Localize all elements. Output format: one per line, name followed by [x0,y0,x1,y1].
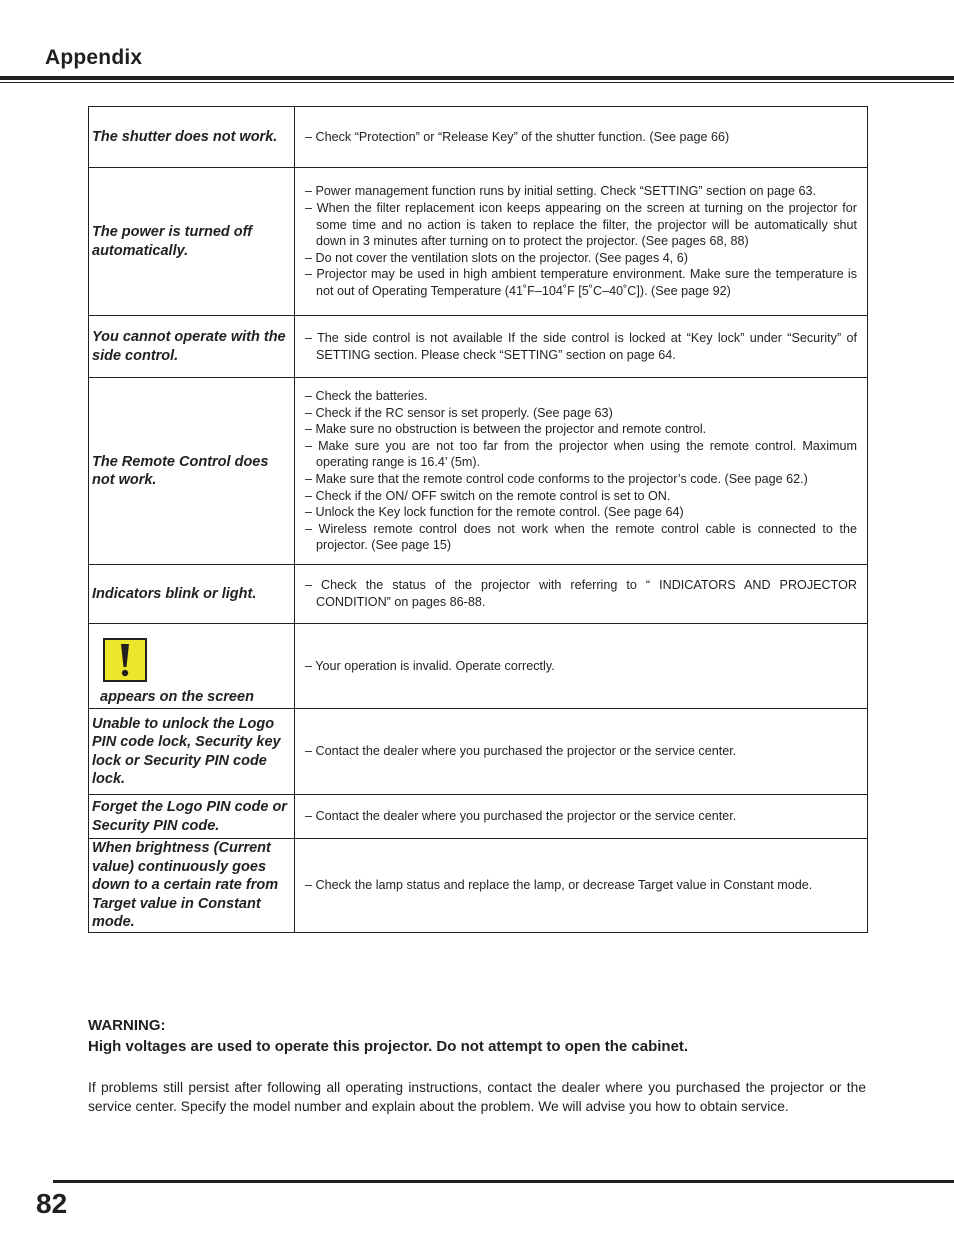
remedy-item: – Check the batteries. [305,389,428,404]
remedy-cell [295,168,868,316]
warning-text: High voltages are used to operate this projector. Do not attempt to open the cabinet. [88,1038,689,1055]
remedy-item: – Contact the dealer where you purchased the projector or the service center. [305,744,737,759]
support-note: If problems still persist after following all operating instructions, contact the dealer where you purchased the projector or the service center. Specify the model number and explain about the problem. We will advise you how to obtain service. [88,1080,866,1115]
remedy-cell [295,107,868,168]
header-rule-thin [0,82,954,83]
remedy-cell [295,565,868,624]
table-row [89,624,868,709]
remedy-cell [295,709,868,795]
remedy-item: – Do not cover the ventilation slots on the projector. (See pages 4, 6) [305,250,688,265]
page-number: 82 [36,1188,68,1219]
remedy-item: – Check the status of the projector with referring to “ INDICATORS AND PROJECTOR CONDITION” on pages 86-88. [305,578,857,609]
remedy-item: – Power management function runs by initial setting. Check “SETTING” section on page 63. [305,184,816,199]
exclamation-warning-icon [103,638,147,682]
problem-cell: Forget the Logo PIN code or Security PIN code. [89,795,295,839]
troubleshooting-table [88,106,868,933]
footer-rule [53,1180,954,1183]
remedy-item: – Projector may be used in high ambient temperature environment. Make sure the temperature is not out of Operating Temperature (41˚F–104˚F [5˚C–40˚C]). (See page 92) [305,267,857,298]
remedy-item: – The side control is not available If the side control is locked at “Key lock” under “Security” of SETTING section. Please check “SETTING” section on page 64. [305,330,857,362]
problem-cell: The shutter does not work. [89,107,295,168]
remedy-item: – Make sure that the remote control code conforms to the projector’s code. (See page 62.) [305,472,808,486]
section-title: Appendix [45,46,143,69]
table-row [89,378,868,565]
problem-cell: The power is turned off automatically. [89,168,295,316]
remedy-item: – Check if the RC sensor is set properly. (See page 63) [305,405,613,420]
problem-cell: When brightness (Current value) continuously goes down to a certain rate from Target value in Constant mode. [89,839,295,933]
remedy-cell [295,624,868,709]
remedy-item: – Check “Protection” or “Release Key” of the shutter function. (See page 66) [305,129,730,144]
remedy-cell [295,839,868,933]
header-rule [0,76,954,80]
table-row [89,709,868,795]
remedy-item: – Unlock the Key lock function for the remote control. (See page 64) [305,505,684,520]
remedy-cell [295,316,868,378]
remedy-item: – Check if the ON/ OFF switch on the remote control is set to ON. [305,488,671,503]
remedy-cell [295,378,868,565]
icon-caption: appears on the screen [100,689,254,705]
table-row [89,316,868,378]
remedy-item: – Contact the dealer where you purchased the projector or the service center. [305,809,737,824]
warning-label: WARNING: [88,1017,166,1034]
remedy-item: – When the filter replacement icon keeps appearing on the screen at turning on the projector for some time and no action is taken to replace the filter, the projector will be automatically shut down in 3 minutes after turning on to protect the projector. (See pages 68, 88) [305,201,857,249]
remedy-item: – Make sure no obstruction is between the projector and remote control. [305,422,707,437]
remedy-item: – Make sure you are not too far from the projector when using the remote control. Maximum operating range is 16.4’ (5m). [305,438,857,470]
problem-cell: Unable to unlock the Logo PIN code lock, Security key lock or Security PIN code lock. [89,709,295,795]
table-row [89,168,868,316]
remedy-item: – Your operation is invalid. Operate correctly. [305,658,555,673]
problem-cell: The Remote Control does not work. [89,378,295,565]
remedy-item: – Check the lamp status and replace the lamp, or decrease Target value in Constant mode. [305,877,813,892]
problem-cell [89,624,295,709]
problem-cell: Indicators blink or light. [89,565,295,624]
remedy-cell [295,795,868,839]
table-row [89,565,868,624]
remedy-item: – Wireless remote control does not work when the remote control cable is connected to the projector. (See page 15) [305,521,857,553]
table-row [89,795,868,839]
warning-block [88,1015,868,1057]
table-row [89,839,868,933]
problem-cell: You cannot operate with the side control. [89,316,295,378]
table-row [89,107,868,168]
